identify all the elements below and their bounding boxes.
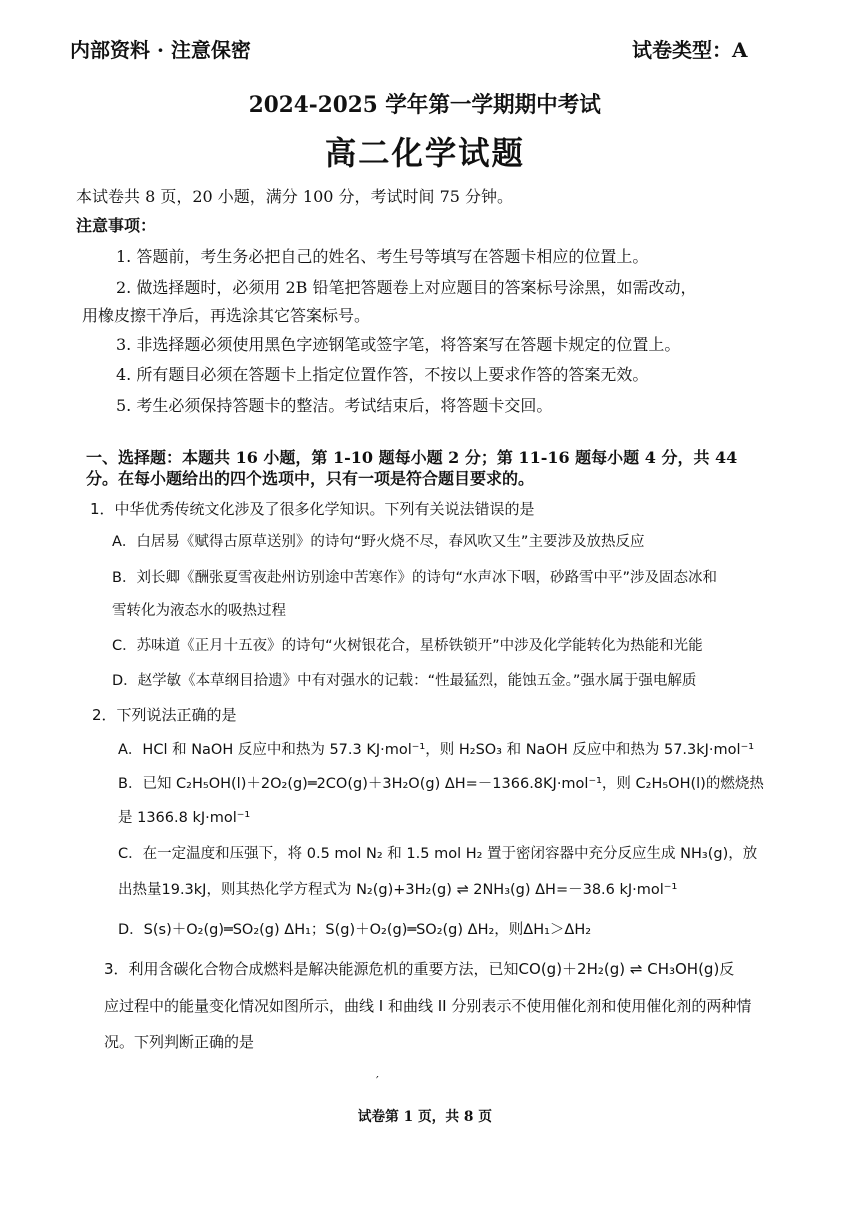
- note-item: 4. 所有题目必须在答题卡上指定位置作答，不按以上要求作答的答案无效。: [116, 365, 649, 384]
- section-heading: 一、选择题：本题共 16 小题，第 1-10 题每小题 2 分；第 11-16 题每小题 4 分，共 44: [86, 448, 738, 467]
- question-1-option-c: C．苏味道《正月十五夜》的诗句“火树银花合，星桥铁锁开”中涉及化学能转化为热能和光能: [112, 638, 703, 654]
- note-item: 1. 答题前，考生务必把自己的姓名、考生号等填写在答题卡相应的位置上。: [116, 247, 649, 266]
- question-2-option-a: A．HCl 和 NaOH 反应中和热为 57.3 KJ·mol⁻¹，则 H₂SO₃ 和 NaOH 反应中和热为 57.3kJ·mol⁻¹: [118, 742, 755, 758]
- question-1-option-b-continuation: 雪转化为液态水的吸热过程: [112, 603, 286, 619]
- subject-title: 高二化学试题: [324, 134, 525, 172]
- intro-text: 本试卷共 8 页，20 小题，满分 100 分，考试时间 75 分钟。: [76, 187, 514, 206]
- question-3-stem-continuation: 况。下列判断正确的是: [104, 1033, 255, 1051]
- note-item: 5. 考生必须保持答题卡的整洁。考试结束后，将答题卡交回。: [116, 396, 553, 415]
- note-item: 2. 做选择题时，必须用 2B 铅笔把答题卷上对应题目的答案标号涂黑，如需改动，: [116, 278, 697, 297]
- question-1-stem: 1．中华优秀传统文化涉及了很多化学知识。下列有关说法错误的是: [90, 500, 535, 518]
- confidential-label: 内部资料 · 注意保密: [70, 38, 251, 62]
- note-item: 3. 非选择题必须使用黑色字迹钢笔或签字笔，将答案写在答题卡规定的位置上。: [116, 335, 681, 354]
- question-2-option-c: C．在一定温度和压强下，将 0.5 mol N₂ 和 1.5 mol H₂ 置于密闭容器中充分反应生成 NH₃(g)，放: [118, 846, 758, 862]
- page-footer: 试卷第 1 页，共 8 页: [357, 1109, 492, 1125]
- exam-title: 2024-2025 学年第一学期期中考试: [248, 92, 601, 118]
- note-item-continuation: 用橡皮擦干净后，再选涂其它答案标号。: [82, 306, 371, 325]
- question-1-option-a: A．白居易《赋得古原草送别》的诗句“野火烧不尽，春风吹又生”主要涉及放热反应: [112, 534, 645, 550]
- question-2-option-b: B．已知 C₂H₅OH(l)＋2O₂(g)═2CO(g)＋3H₂O(g) ΔH=－1366.8KJ·mol⁻¹，则 C₂H₅OH(l)的燃烧热: [118, 776, 764, 792]
- notes-heading: 注意事项：: [76, 216, 157, 235]
- question-3-stem: 3．利用含碳化合物合成燃料是解决能源危机的重要方法，已知CO(g)＋2H₂(g) ⇌ CH₃OH(g)反: [104, 960, 735, 978]
- question-1-option-b: B．刘长卿《酬张夏雪夜赴州访别途中苦寒作》的诗句“水声冰下咽，砂路雪中平”涉及固态冰和: [112, 570, 717, 586]
- scan-mark: ′: [376, 1074, 379, 1088]
- question-2-option-c-continuation: 出热量19.3kJ，则其热化学方程式为 N₂(g)+3H₂(g) ⇌ 2NH₃(g) ΔH=－38.6 kJ·mol⁻¹: [118, 882, 678, 898]
- question-2-stem: 2．下列说法正确的是: [92, 706, 237, 724]
- paper-type-label: 试卷类型：A: [632, 38, 748, 62]
- question-2-option-d: D．S(s)＋O₂(g)═SO₂(g) ΔH₁；S(g)＋O₂(g)═SO₂(g) ΔH₂，则ΔH₁＞ΔH₂: [118, 922, 592, 938]
- question-3-stem-continuation: 应过程中的能量变化情况如图所示，曲线 I 和曲线 II 分别表示不使用催化剂和使用催化剂的两种情: [104, 997, 752, 1015]
- section-heading-continuation: 分。在每小题给出的四个选项中，只有一项是符合题目要求的。: [86, 469, 535, 488]
- question-1-option-d: D．赵学敏《本草纲目拾遗》中有对强水的记载：“性最猛烈，能蚀五金。”强水属于强电解质: [112, 673, 697, 689]
- question-2-option-b-continuation: 是 1366.8 kJ·mol⁻¹: [118, 810, 251, 826]
